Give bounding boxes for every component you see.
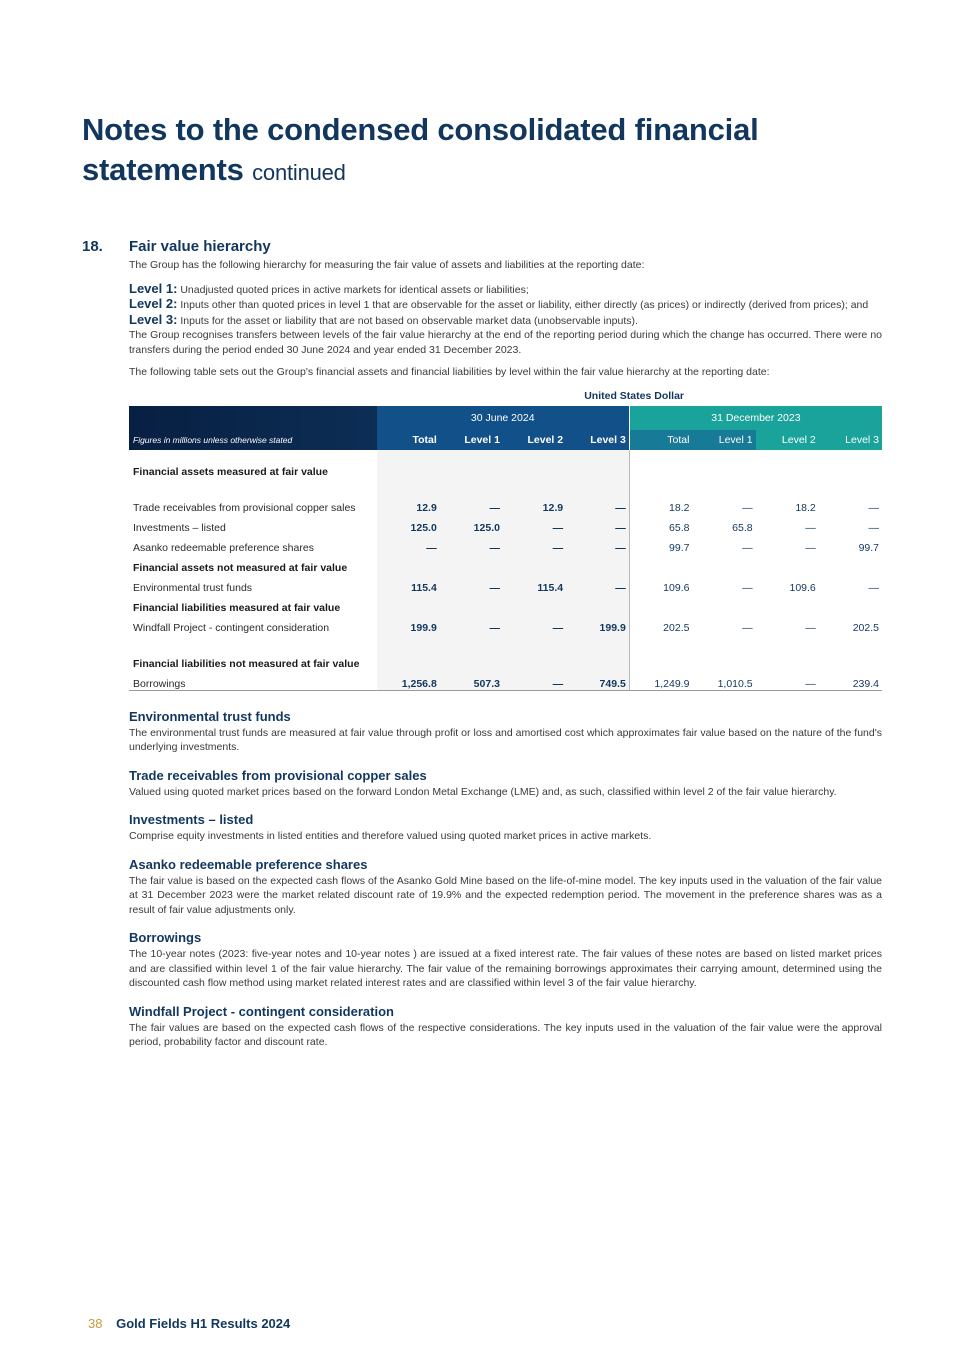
- cell: —: [805, 541, 816, 554]
- cell: 125.0: [377, 514, 440, 534]
- cell: —: [566, 478, 629, 514]
- cell: —: [742, 501, 753, 514]
- subsection-environmental-trust-funds: [129, 709, 882, 755]
- cell: 1,249.9: [629, 670, 692, 691]
- row-label: Borrowings: [129, 670, 377, 691]
- subsection-borrowings: [129, 930, 882, 991]
- cell: —: [440, 614, 503, 634]
- cell: 99.7: [858, 541, 879, 554]
- cell: 12.9: [377, 478, 440, 514]
- group-row: [129, 634, 882, 670]
- level-3-text: Inputs for the asset or liability that are not based on observable market data (unobservable inputs).: [180, 314, 638, 327]
- subsection-trade-receivables: [129, 768, 882, 800]
- subsection-text: Valued using quoted market prices based on the forward London Metal Exchange (LME) and, as such, classified within level 2 of the fair value hierarchy.: [129, 785, 837, 798]
- cell: —: [566, 534, 629, 554]
- cell: —: [440, 534, 503, 554]
- cell: —: [868, 581, 879, 594]
- col-2023-total: Total: [629, 430, 692, 450]
- page-title-main: Notes to the condensed consolidated financial statements: [82, 112, 759, 187]
- table-row: [129, 534, 882, 554]
- cell: —: [756, 670, 819, 691]
- cell: 507.3: [440, 670, 503, 691]
- section-fair-value-hierarchy: [82, 238, 882, 1050]
- subsection-text: The environmental trust funds are measured at fair value through profit or loss and amortised cost which approximates fair value based on the nature of the fund's underlying investments.: [129, 726, 882, 753]
- col-2024-level-1: Level 1: [440, 430, 503, 450]
- cell: 99.7: [629, 534, 692, 554]
- cell: 202.5: [629, 614, 692, 634]
- cell: —: [503, 514, 566, 534]
- level-1-label: Level 1:: [129, 280, 178, 296]
- level-3-label: Level 3:: [129, 311, 178, 327]
- cell: 12.9: [503, 478, 566, 514]
- level-2-text: Inputs other than quoted prices in level 1 that are observable for the asset or liability, either directly (as prices) or indirectly (derived from prices); and: [180, 299, 869, 311]
- subsection-windfall-project: [129, 1004, 882, 1050]
- currency-caption: United States Dollar: [584, 389, 684, 402]
- table-period-header: [129, 406, 882, 430]
- cell: 18.2: [795, 501, 816, 514]
- cell: 1,010.5: [692, 670, 755, 691]
- page-title: [82, 110, 882, 193]
- col-2024-level-2: Level 2: [503, 430, 566, 450]
- subsection-text: Comprise equity investments in listed entities and therefore valued using quoted market prices in active markets.: [129, 830, 652, 842]
- level-definitions: [129, 282, 882, 329]
- cell: —: [742, 581, 753, 594]
- group-row: [129, 594, 882, 614]
- subsection-text: The fair values are based on the expected cash flows of the respective considerations. The key inputs used in the valuation of the fair value were the approval period, probability factor and discount rate.: [129, 1021, 882, 1048]
- row-label: Environmental trust funds: [133, 581, 253, 594]
- cell: 115.4: [377, 574, 440, 594]
- transfers-paragraph: The Group recognises transfers between levels of the fair value hierarchy at the end of the reporting period during which the change has occurred. There were no transfers during the period ended 30 June 2024 and year ended 31 December 2023.: [129, 329, 882, 356]
- section-number: 18.: [82, 238, 103, 255]
- group-row: [129, 554, 882, 574]
- subsection-text: The 10-year notes (2023: five-year notes and 10-year notes ) are issued at a fixed interest rate. The fair values of these notes are based on listed market prices and are classified within level 1 of the fair value hierarchy. The fair value of the remaining borrowings approximates their carrying amount, determined using the discounted cash flow method using market related interest rates and are classified within level 3 of the fair value hierarchy.: [129, 948, 882, 989]
- cell: 202.5: [852, 621, 879, 634]
- cell: 199.9: [377, 614, 440, 634]
- subsection-asanko-preference-shares: [129, 857, 882, 918]
- table-row: [129, 514, 882, 534]
- cell: 65.8: [732, 521, 753, 534]
- cell: 199.9: [566, 614, 629, 634]
- row-label: Asanko redeemable preference shares: [133, 541, 314, 554]
- table-row: [129, 614, 882, 634]
- cell: 239.4: [819, 670, 882, 691]
- period-2023-header: 31 December 2023: [629, 406, 882, 430]
- group-label: Financial assets not measured at fair value: [133, 561, 348, 574]
- cell: —: [805, 621, 816, 634]
- page-number: 38: [88, 1316, 103, 1331]
- cell: 125.0: [440, 514, 503, 534]
- col-2024-level-3: Level 3: [566, 430, 629, 450]
- level-1-text: Unadjusted quoted prices in active markets for identical assets or liabilities;: [180, 283, 529, 296]
- section-heading: [82, 238, 882, 255]
- subsection-investments-listed: [129, 812, 882, 844]
- footer-year: 2024: [261, 1316, 291, 1331]
- table-row: [129, 670, 882, 691]
- cell: —: [377, 534, 440, 554]
- subsection-title: Investments – listed: [129, 812, 254, 827]
- table-row: [129, 478, 882, 514]
- page-title-continued: continued: [252, 160, 346, 185]
- fair-value-table: [129, 406, 882, 691]
- cell: —: [805, 521, 816, 534]
- table-intro: The following table sets out the Group's financial assets and financial liabilities by level within the fair value hierarchy at the reporting date:: [129, 366, 770, 378]
- fair-value-table-container: [129, 390, 882, 691]
- level-3-definition: [129, 313, 882, 329]
- cell: —: [742, 541, 753, 554]
- level-2-label: Level 2:: [129, 296, 178, 311]
- subsection-title: Trade receivables from provisional copper sales: [129, 767, 427, 783]
- cell: 18.2: [629, 478, 692, 514]
- subsection-title: Asanko redeemable preference shares: [129, 856, 368, 872]
- cell: —: [503, 614, 566, 634]
- subsection-title: Environmental trust funds: [129, 708, 291, 724]
- table-row: [129, 574, 882, 594]
- figures-note: Figures in millions unless otherwise stated: [129, 430, 377, 450]
- row-label: Windfall Project - contingent consideration: [133, 621, 330, 634]
- cell: —: [742, 621, 753, 634]
- group-label: Financial liabilities not measured at fair value: [133, 657, 360, 670]
- row-label: Trade receivables from provisional copper sales: [133, 501, 356, 514]
- cell: 109.6: [789, 581, 816, 594]
- table-column-header: [129, 430, 882, 450]
- level-1-definition: [129, 282, 882, 298]
- footer-title: [116, 1316, 290, 1331]
- period-2024-header: 30 June 2024: [377, 406, 630, 430]
- subsection-title: Borrowings: [129, 930, 202, 945]
- cell: 115.4: [503, 574, 566, 594]
- cell: 749.5: [566, 670, 629, 691]
- group-label: Financial liabilities measured at fair value: [133, 601, 341, 614]
- col-2024-total: Total: [377, 430, 440, 450]
- col-2023-level-2: Level 2: [756, 430, 819, 450]
- level-2-definition: [129, 297, 882, 313]
- subsection-text: The fair value is based on the expected cash flows of the Asanko Gold Mine based on the life-of-mine model. The key inputs used in the valuation of the fair value at 31 December 2023 were the market related discount rate of 19.9% and the expected redemption period. The movement in the preference shares was as a result of fair value adjustments only.: [129, 874, 882, 916]
- cell: —: [868, 521, 879, 534]
- cell: —: [566, 574, 629, 594]
- cell: 65.8: [629, 514, 692, 534]
- cell: —: [503, 670, 566, 691]
- page-footer: [88, 1316, 290, 1331]
- cell: —: [868, 501, 879, 514]
- cell: 1,256.8: [377, 670, 440, 691]
- section-intro: The Group has the following hierarchy for measuring the fair value of assets and liabilities at the reporting date:: [129, 259, 645, 271]
- cell: —: [566, 514, 629, 534]
- subsection-title: Windfall Project - contingent consideration: [129, 1003, 394, 1019]
- cell: —: [440, 478, 503, 514]
- section-title: Fair value hierarchy: [129, 238, 271, 255]
- cell: 109.6: [629, 574, 692, 594]
- cell: —: [503, 534, 566, 554]
- row-label: Investments – listed: [133, 521, 226, 534]
- col-2023-level-3: Level 3: [819, 430, 882, 450]
- cell: —: [440, 574, 503, 594]
- footer-report-name: Gold Fields H1 Results: [116, 1316, 258, 1331]
- group-row: [129, 458, 882, 478]
- group-label: Financial assets measured at fair value: [133, 465, 328, 478]
- col-2023-level-1: Level 1: [692, 430, 755, 450]
